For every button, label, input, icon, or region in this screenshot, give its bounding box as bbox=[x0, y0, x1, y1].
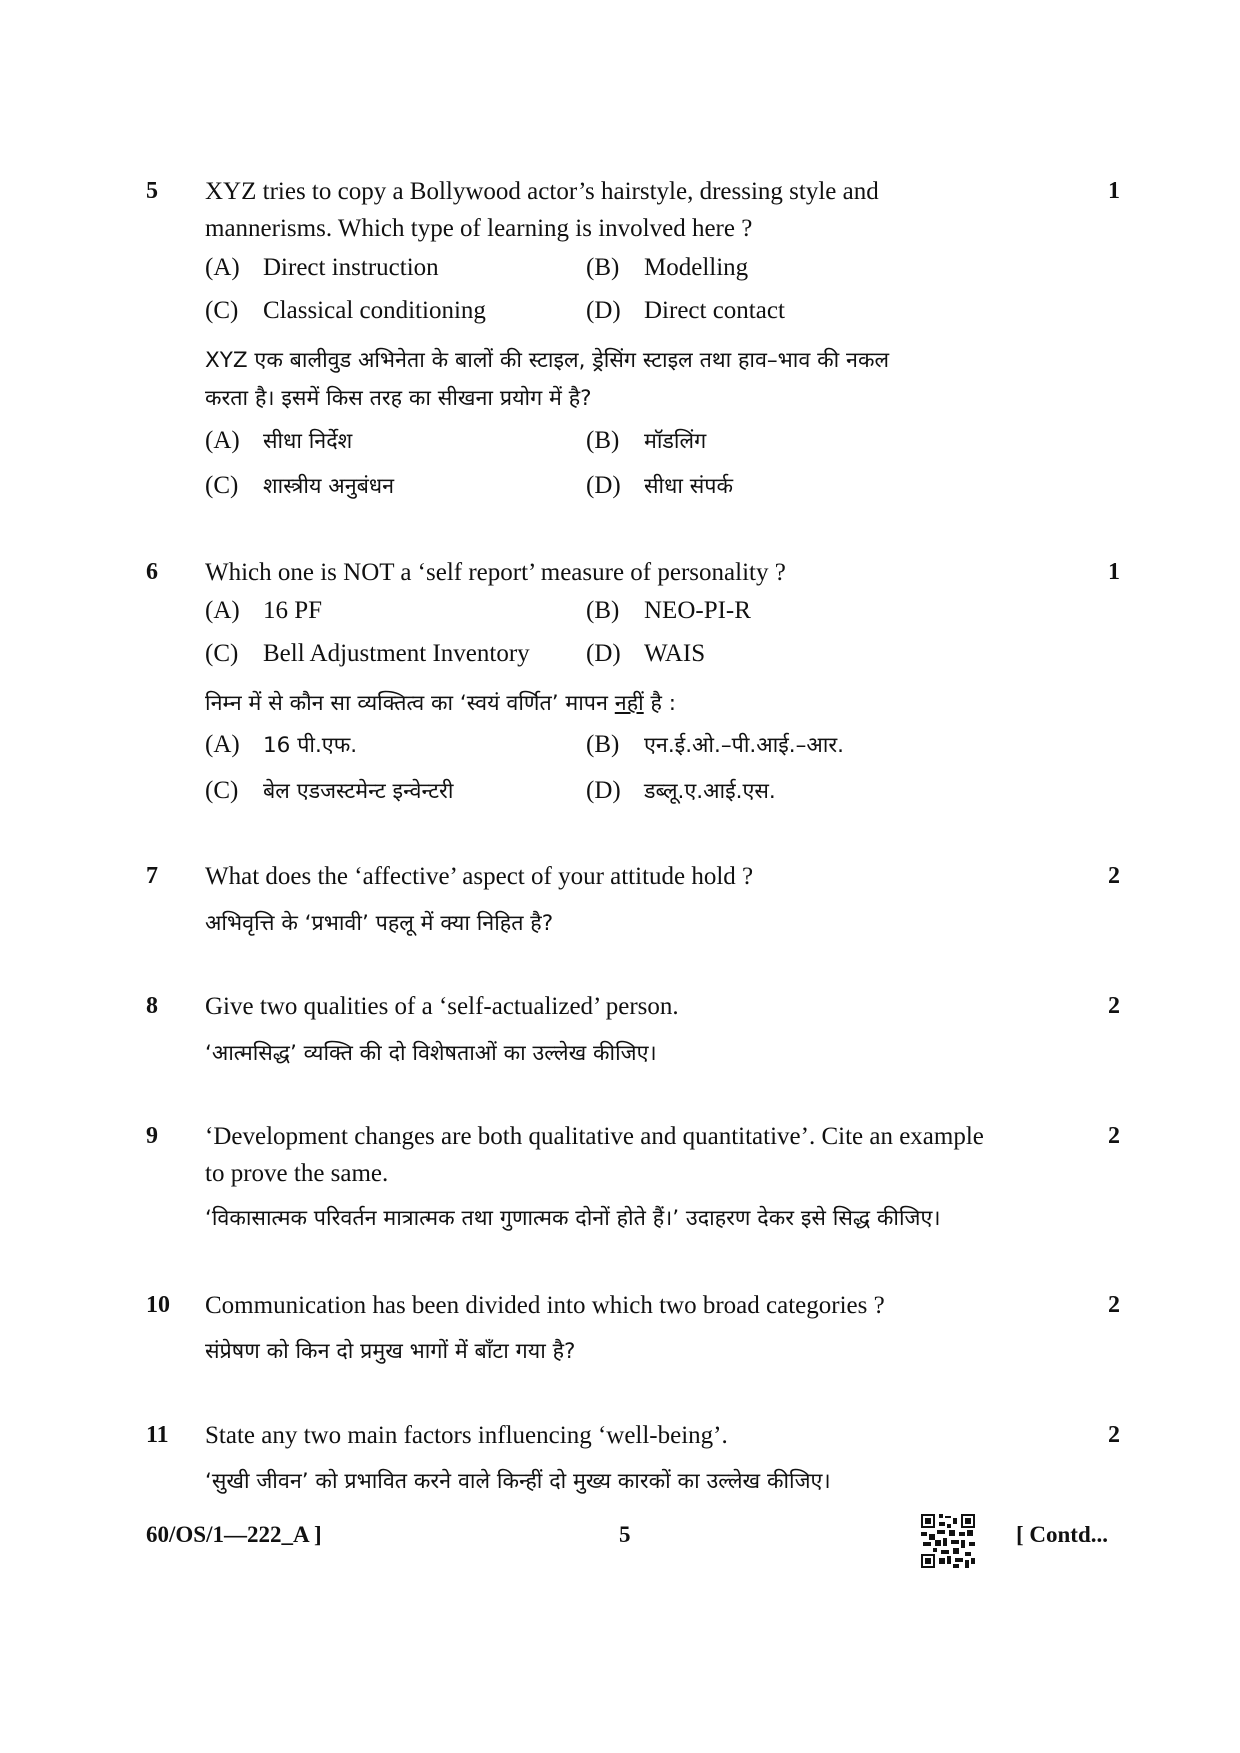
option-c-en: (C) Bell Adjustment Inventory bbox=[205, 640, 530, 667]
option-a-hi: (A) 16 पी.एफ. bbox=[205, 731, 358, 758]
question-text-hi-line1: XYZ एक बालीवुड अभिनेता के बालों की स्टाइल, ड्रेसिंग स्टाइल तथा हाव–भाव की नकल bbox=[205, 348, 890, 373]
paper-code: 60/OS/1—222_A ] bbox=[146, 1522, 322, 1547]
question-text-en-line1: ‘Development changes are both qualitative and quantitative’. Cite an example bbox=[205, 1123, 984, 1150]
continued-label: [ Contd... bbox=[1016, 1522, 1109, 1547]
question-text-en: Which one is NOT a ‘self report’ measure of personality ? bbox=[205, 559, 786, 586]
question-marks: 2 bbox=[1108, 863, 1120, 889]
option-b-hi: (B) मॉडलिंग bbox=[586, 427, 707, 454]
question-marks: 2 bbox=[1108, 993, 1120, 1019]
option-b-en: (B) Modelling bbox=[586, 254, 749, 281]
question-number: 8 bbox=[146, 993, 158, 1019]
question-marks: 2 bbox=[1108, 1292, 1120, 1318]
question-marks: 1 bbox=[1108, 559, 1120, 585]
option-d-hi: (D) डब्लू.ए.आई.एस. bbox=[586, 777, 776, 804]
option-d-en: (D) Direct contact bbox=[586, 297, 785, 324]
question-text-en-line2: mannerisms. Which type of learning is involved here ? bbox=[205, 215, 753, 242]
question-marks: 2 bbox=[1108, 1123, 1120, 1149]
underlined-not: नहीं bbox=[614, 691, 644, 716]
question-text-hi: ‘विकासात्मक परिवर्तन मात्रात्मक तथा गुणात्मक दोनों होते हैं।’ उदाहरण देकर इसे सिद्ध कीजिए। bbox=[205, 1206, 941, 1231]
option-b-hi: (B) एन.ई.ओ.–पी.आई.–आर. bbox=[586, 731, 844, 758]
option-c-en: (C) Classical conditioning bbox=[205, 297, 486, 324]
question-number: 7 bbox=[146, 863, 158, 889]
question-marks: 2 bbox=[1108, 1422, 1120, 1448]
option-a-en: (A) Direct instruction bbox=[205, 254, 439, 281]
question-text-hi: अभिवृत्ति के ‘प्रभावी’ पहलू में क्या निहित है? bbox=[205, 911, 554, 936]
page-number: 5 bbox=[619, 1522, 631, 1547]
question-marks: 1 bbox=[1108, 178, 1120, 204]
question-text-hi: निम्न में से कौन सा व्यक्तित्व का ‘स्वयं वर्णित’ मापन नहीं है : bbox=[205, 691, 677, 716]
question-text-hi: ‘सुखी जीवन’ को प्रभावित करने वाले किन्हीं दो मुख्य कारकों का उल्लेख कीजिए। bbox=[205, 1469, 831, 1494]
question-number: 11 bbox=[146, 1422, 169, 1448]
question-text-en-line1: XYZ tries to copy a Bollywood actor’s hairstyle, dressing style and bbox=[205, 178, 879, 205]
option-a-en: (A) 16 PF bbox=[205, 597, 323, 624]
question-text-en: Give two qualities of a ‘self-actualized’ person. bbox=[205, 993, 679, 1020]
question-number: 6 bbox=[146, 559, 158, 585]
question-text-hi-line2: करता है। इसमें किस तरह का सीखना प्रयोग में है? bbox=[205, 386, 592, 411]
question-number: 10 bbox=[146, 1292, 170, 1318]
question-text-hi: संप्रेषण को किन दो प्रमुख भागों में बाँटा गया है? bbox=[205, 1339, 576, 1364]
option-d-en: (D) WAIS bbox=[586, 640, 706, 667]
question-text-en: State any two main factors influencing ‘well-being’. bbox=[205, 1422, 728, 1449]
question-text-hi: ‘आत्मसिद्ध’ व्यक्ति की दो विशेषताओं का उल्लेख कीजिए। bbox=[205, 1041, 657, 1066]
option-d-hi: (D) सीधा संपर्क bbox=[586, 472, 733, 499]
option-b-en: (B) NEO-PI-R bbox=[586, 597, 751, 624]
question-text-en-line2: to prove the same. bbox=[205, 1160, 389, 1187]
question-number: 5 bbox=[146, 178, 158, 204]
option-c-hi: (C) बेल एडजस्टमेन्ट इन्वेन्टरी bbox=[205, 777, 454, 804]
question-number: 9 bbox=[146, 1123, 158, 1149]
qr-code-icon bbox=[921, 1514, 975, 1568]
option-c-hi: (C) शास्त्रीय अनुबंधन bbox=[205, 472, 395, 499]
question-text-en: Communication has been divided into which two broad categories ? bbox=[205, 1292, 885, 1319]
question-text-en: What does the ‘affective’ aspect of your attitude hold ? bbox=[205, 863, 754, 890]
option-a-hi: (A) सीधा निर्देश bbox=[205, 427, 353, 454]
